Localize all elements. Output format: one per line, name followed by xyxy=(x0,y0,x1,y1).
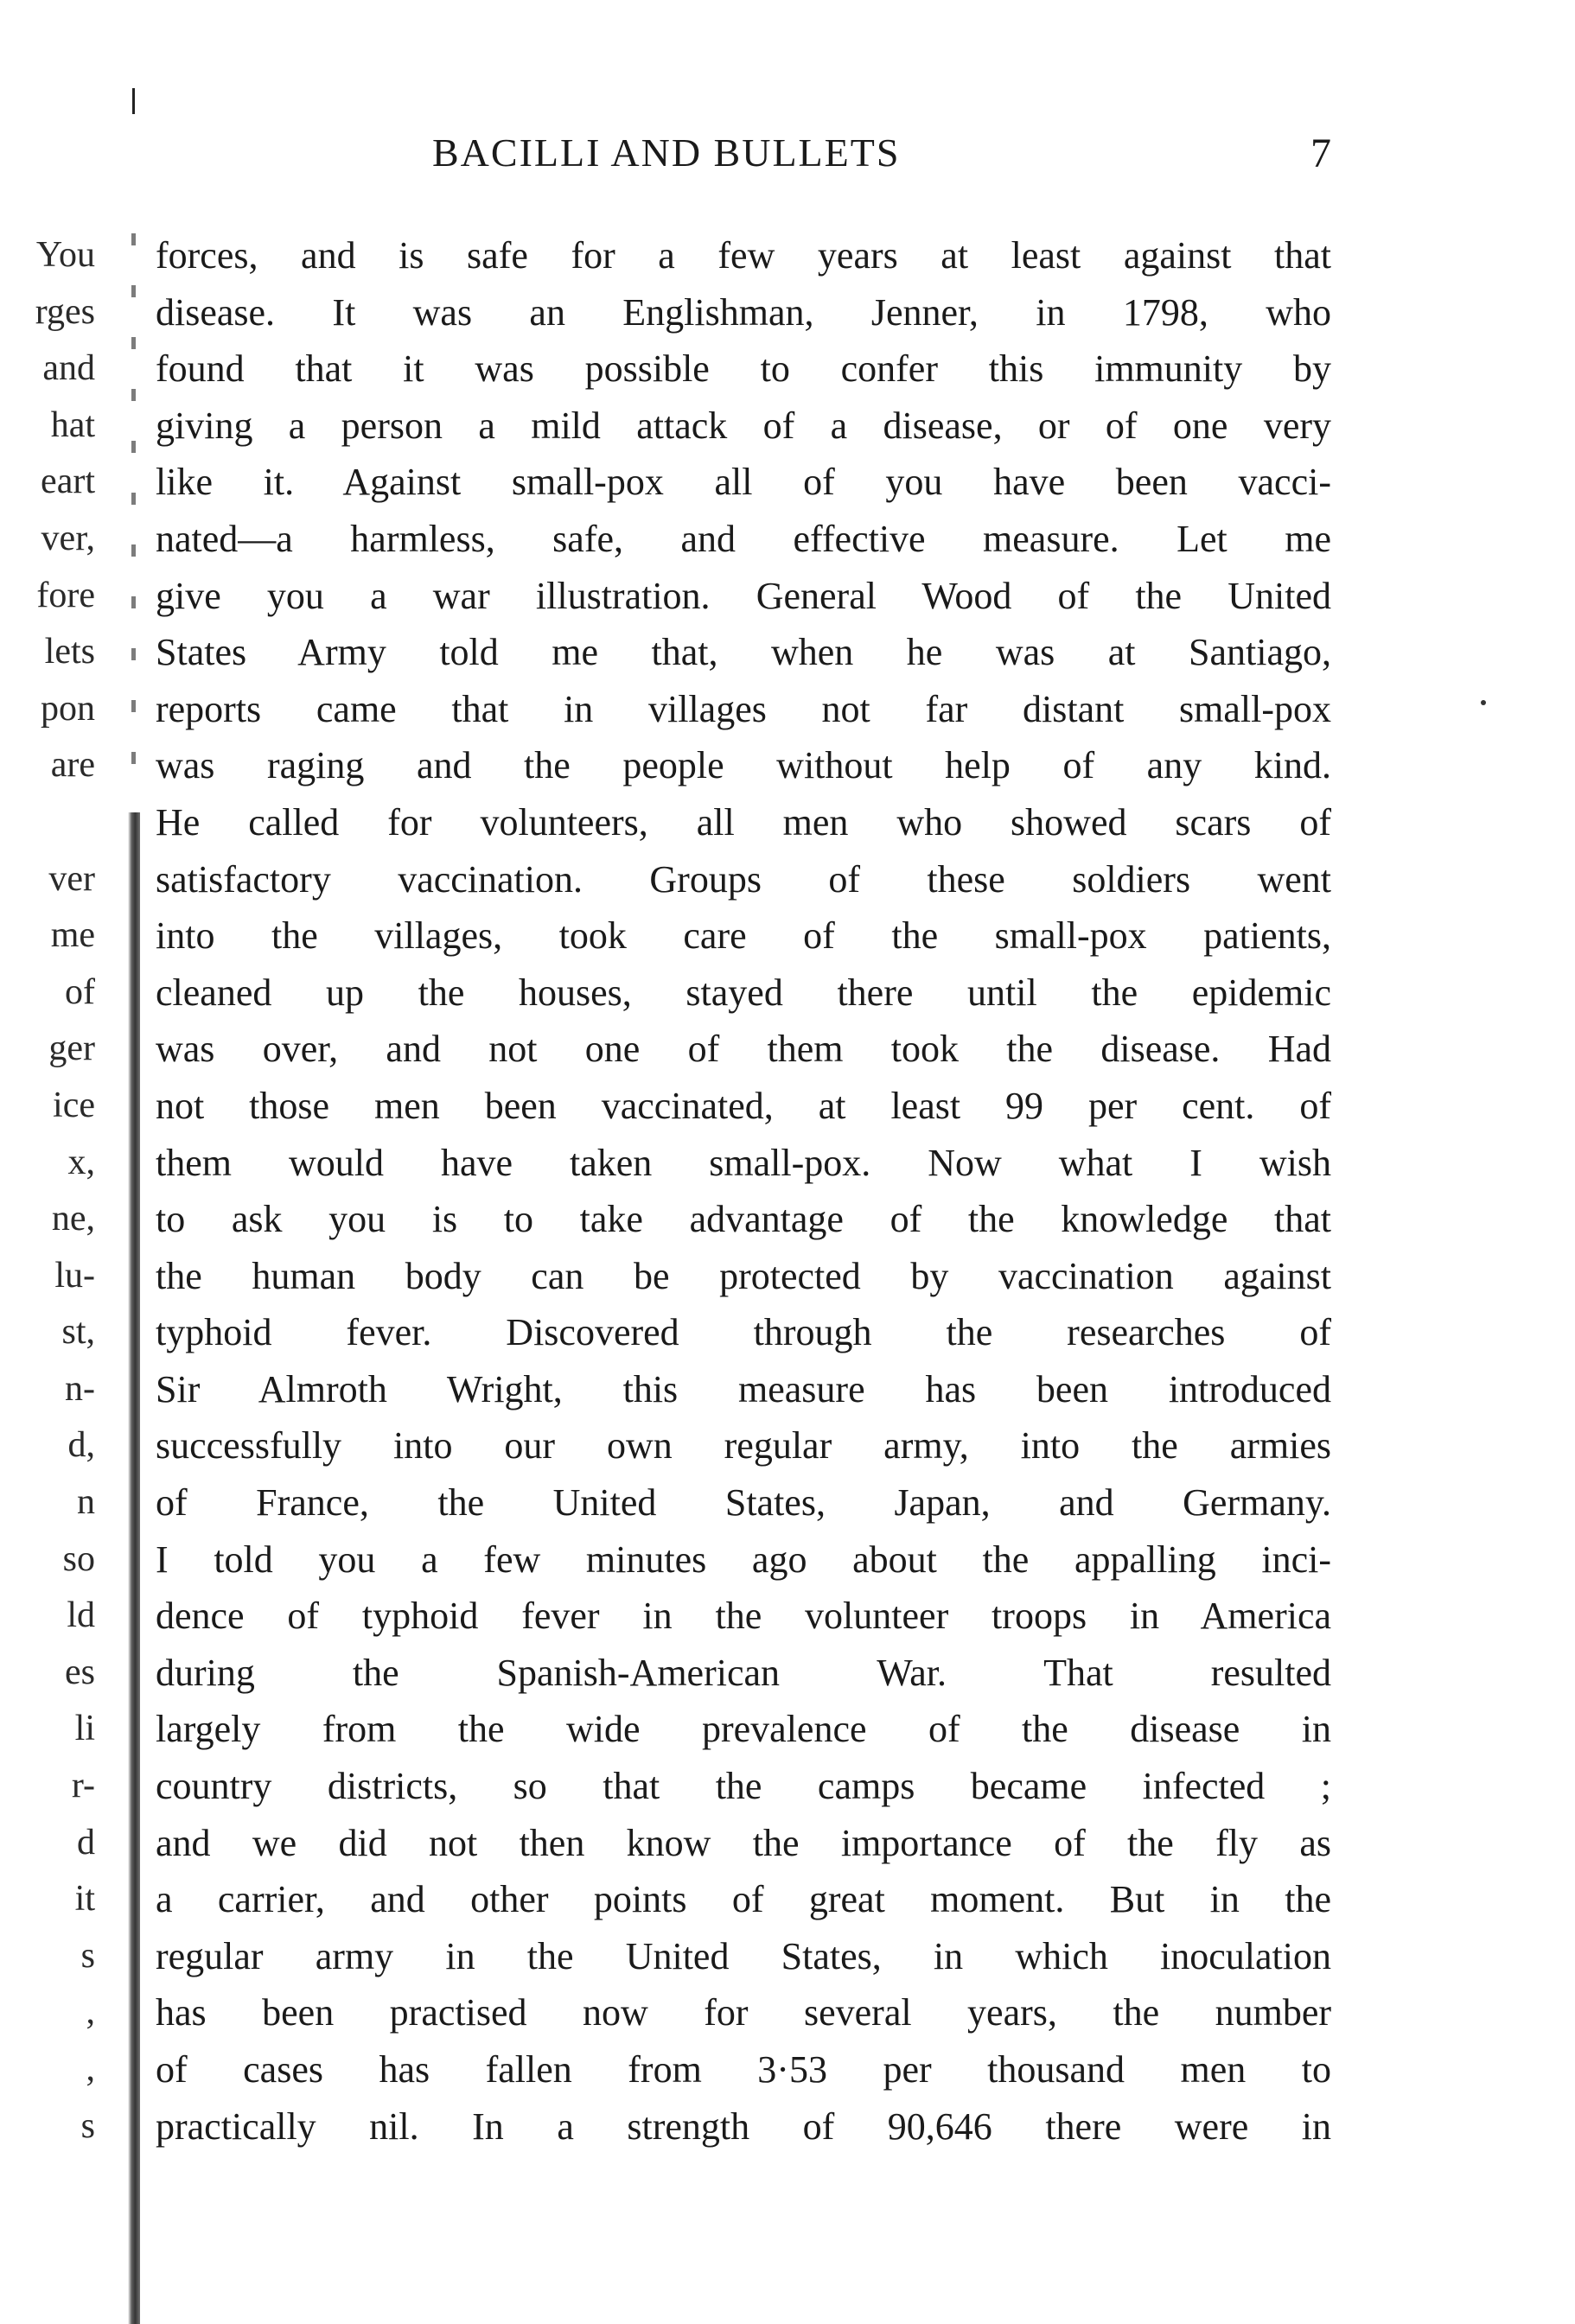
margin-fragment: st, xyxy=(61,1312,95,1353)
text-line: forces, and is safe for a few years at least against that xyxy=(156,234,1331,277)
text-line: reports came that in villages not far distant small-pox xyxy=(156,687,1331,730)
page-number: 7 xyxy=(1310,131,1331,176)
text-line: disease. It was an Englishman, Jenner, in 1798, who xyxy=(156,290,1331,334)
margin-fragments xyxy=(0,227,95,2155)
header-tick-mark xyxy=(132,88,135,114)
margin-fragment: You xyxy=(35,235,95,275)
margin-fragment: lu- xyxy=(54,1255,95,1296)
text-line: was over, and not one of them took the disease. Had xyxy=(156,1028,1331,1071)
text-line: not those men been vaccinated, at least 99 per cent. of xyxy=(156,1084,1331,1127)
margin-fragment: ld xyxy=(67,1595,95,1636)
margin-fragment: n xyxy=(77,1482,95,1523)
text-line: give you a war illustration. General Wood of the United xyxy=(156,574,1331,617)
text-line: like it. Against small-pox all of you have been vacci- xyxy=(156,461,1331,504)
text-line: He called for volunteers, all men who showed scars of xyxy=(156,800,1331,844)
margin-fragment: fore xyxy=(36,575,95,615)
margin-fragment: , xyxy=(86,1992,95,2033)
text-line: Sir Almroth Wright, this measure has been introduced xyxy=(156,1367,1331,1410)
text-line: the human body can be protected by vaccination against xyxy=(156,1254,1331,1297)
text-line: nated—a harmless, safe, and effective measure. Let me xyxy=(156,517,1331,560)
margin-fragment: n- xyxy=(65,1368,95,1409)
margin-fragment xyxy=(0,794,95,851)
margin-fragment: pon xyxy=(41,688,95,729)
margin-fragment: ver, xyxy=(41,518,95,558)
margin-fragment: and xyxy=(42,348,95,389)
scan-speck xyxy=(1481,700,1486,705)
margin-fragment: li xyxy=(74,1709,95,1749)
text-line: to ask you is to take advantage of the knowledge that xyxy=(156,1198,1331,1241)
margin-fragment: , xyxy=(86,2049,95,2089)
margin-fragment: s xyxy=(80,2105,95,2146)
margin-fragment: d, xyxy=(67,1425,95,1466)
margin-fragment: eart xyxy=(41,462,95,502)
body-text xyxy=(156,227,1331,2155)
margin-fragment: es xyxy=(65,1652,95,1692)
gutter-shadow-top xyxy=(131,233,136,804)
margin-fragment: so xyxy=(62,1538,95,1579)
text-line: dence of typhoid fever in the volunteer troops in America xyxy=(156,1595,1331,1638)
text-line: and we did not then know the importance of the fly as xyxy=(156,1821,1331,1864)
page-header xyxy=(151,130,1331,190)
margin-fragment: are xyxy=(50,745,95,786)
text-line: typhoid fever. Discovered through the researches of xyxy=(156,1311,1331,1354)
text-line: has been practised now for several years, the number xyxy=(156,1991,1331,2034)
text-line: cleaned up the houses, stayed there until the epidemic xyxy=(156,971,1331,1014)
margin-fragment: hat xyxy=(50,404,95,445)
gutter-shadow xyxy=(128,812,140,2324)
text-line: a carrier, and other points of great moment. But in the xyxy=(156,1878,1331,1921)
text-line: successfully into our own regular army, into the armies xyxy=(156,1424,1331,1468)
text-line: during the Spanish-American War. That resulted xyxy=(156,1651,1331,1694)
text-line: largely from the wide prevalence of the disease in xyxy=(156,1708,1331,1751)
text-line: into the villages, took care of the small-pox patients, xyxy=(156,914,1331,958)
margin-fragment: r- xyxy=(71,1766,95,1806)
text-line: of France, the United States, Japan, and Germany. xyxy=(156,1481,1331,1525)
margin-fragment: ne, xyxy=(51,1199,95,1239)
margin-fragment: ice xyxy=(53,1085,95,1125)
margin-fragment: ger xyxy=(48,1028,95,1069)
text-line: regular army in the United States, in which inoculation xyxy=(156,1934,1331,1977)
text-line: them would have taken small-pox. Now what I wish xyxy=(156,1141,1331,1184)
text-line: country districts, so that the camps became infected ; xyxy=(156,1765,1331,1808)
text-line: of cases has fallen from 3·53 per thousand men to xyxy=(156,2048,1331,2091)
margin-fragment: ver xyxy=(48,858,95,899)
margin-fragment: me xyxy=(50,915,95,956)
text-line: States Army told me that, when he was at Santiago, xyxy=(156,631,1331,674)
text-line: giving a person a mild attack of a disease, or of one very xyxy=(156,404,1331,447)
text-line: was raging and the people without help of any kind. xyxy=(156,744,1331,787)
margin-fragment: x, xyxy=(67,1142,95,1182)
text-line: satisfactory vaccination. Groups of these soldiers went xyxy=(156,857,1331,901)
margin-fragment: lets xyxy=(44,632,95,672)
margin-fragment: it xyxy=(74,1879,95,1920)
margin-fragment: s xyxy=(80,1935,95,1976)
text-line: I told you a few minutes ago about the appalling inci- xyxy=(156,1538,1331,1581)
running-head: BACILLI AND BULLETS xyxy=(432,131,901,175)
text-line: practically nil. In a strength of 90,646 there were in xyxy=(156,2104,1331,2148)
margin-fragment: d xyxy=(77,1822,95,1862)
text-line: found that it was possible to confer this immunity by xyxy=(156,347,1331,391)
margin-fragment: of xyxy=(65,971,95,1012)
margin-fragment: rges xyxy=(35,291,95,332)
